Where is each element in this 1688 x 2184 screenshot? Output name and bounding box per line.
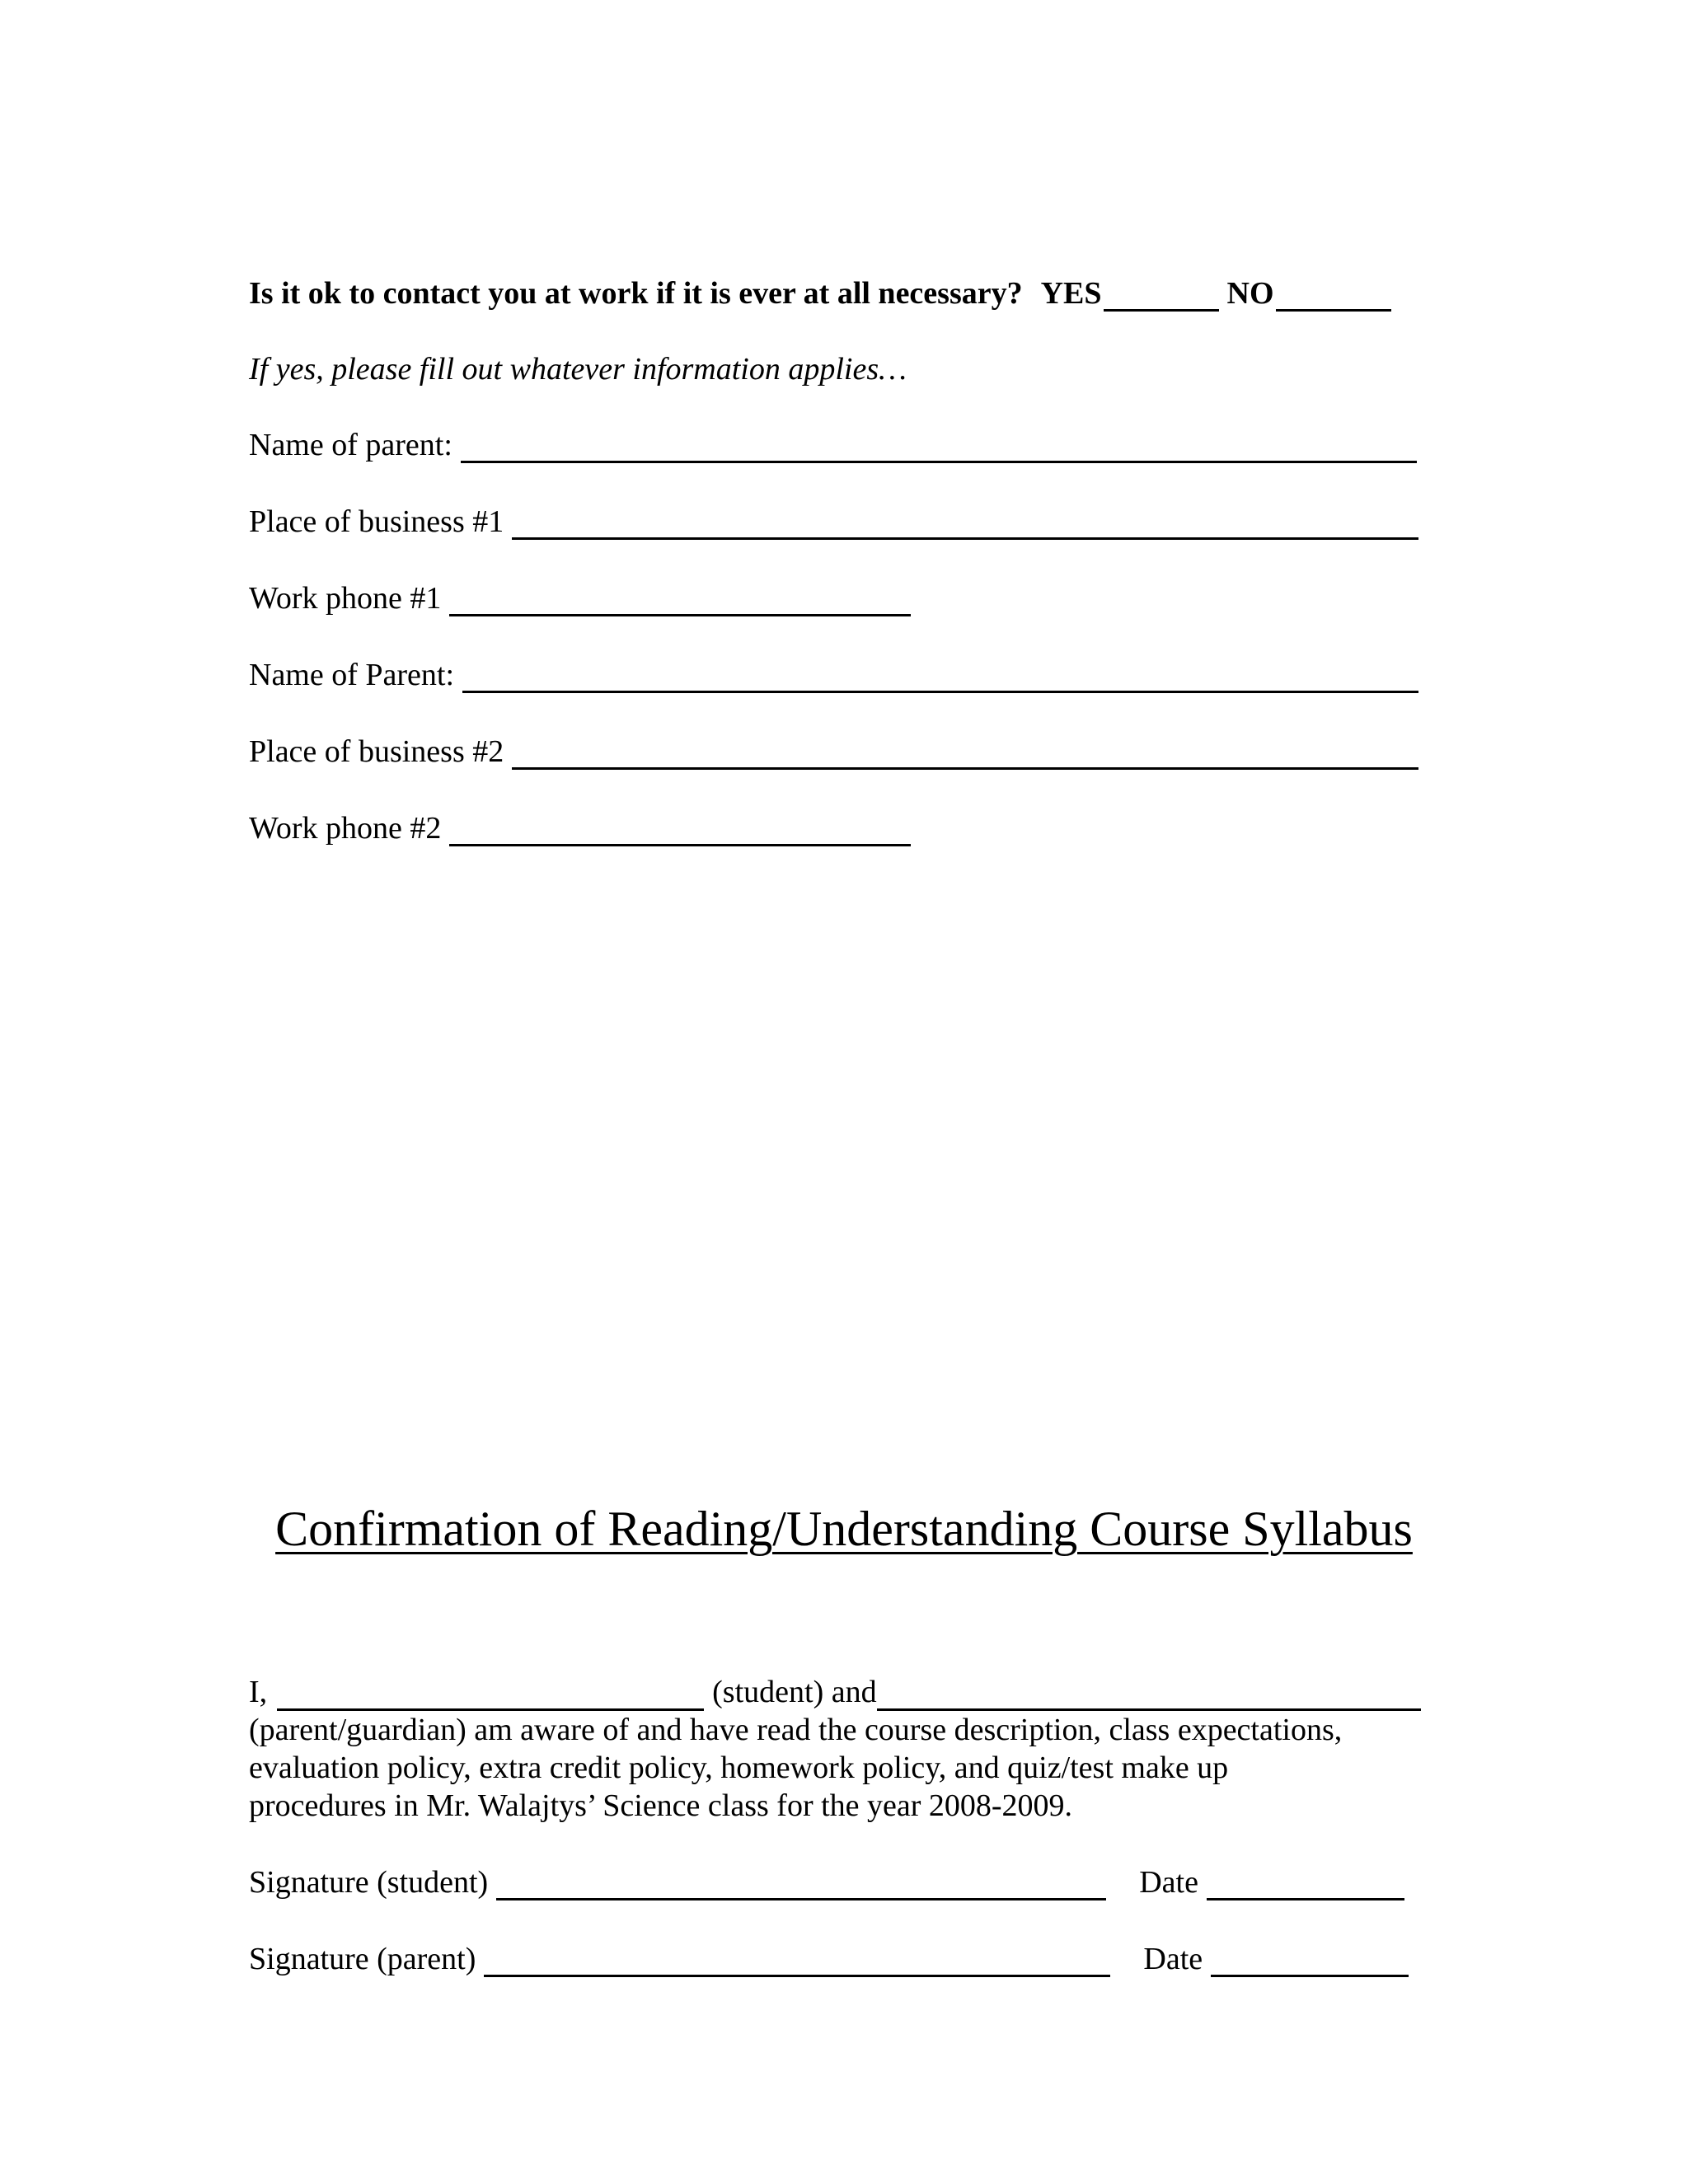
business-row-1 bbox=[249, 504, 1418, 540]
confirmation-line-3: evaluation policy, extra credit policy, homework policy, and quiz/test make up bbox=[249, 1750, 1229, 1785]
business-field-2[interactable] bbox=[512, 743, 1418, 770]
business-field-1[interactable] bbox=[512, 513, 1418, 540]
business-label-1: Place of business #1 bbox=[249, 504, 504, 539]
no-label: NO bbox=[1226, 276, 1274, 311]
business-row-2 bbox=[249, 733, 1418, 770]
student-signature-field[interactable] bbox=[496, 1873, 1106, 1900]
student-signature-label: Signature (student) bbox=[249, 1865, 489, 1900]
student-date-field[interactable] bbox=[1207, 1873, 1404, 1900]
parent-name-row-2 bbox=[249, 657, 1418, 693]
confirmation-line-4: procedures in Mr. Walajtys’ Science class for the year 2008-2009. bbox=[249, 1788, 1073, 1823]
parent-date-field[interactable] bbox=[1211, 1950, 1409, 1977]
no-blank[interactable] bbox=[1276, 284, 1391, 312]
confirmation-line-1 bbox=[249, 1673, 1444, 1711]
instruction-text: If yes, please fill out whatever information applies… bbox=[249, 352, 907, 387]
contact-question bbox=[249, 275, 1391, 312]
phone-label-2: Work phone #2 bbox=[249, 811, 442, 846]
student-name-field[interactable] bbox=[277, 1684, 704, 1711]
parent-name-label-1: Name of parent: bbox=[249, 428, 452, 462]
phone-label-1: Work phone #1 bbox=[249, 581, 442, 616]
phone-row-1 bbox=[249, 580, 911, 616]
parent-name-label-2: Name of Parent: bbox=[249, 658, 455, 692]
phone-field-1[interactable] bbox=[449, 589, 911, 616]
contact-question-text: Is it ok to contact you at work if it is ever at all necessary? bbox=[249, 276, 1023, 311]
student-date-label: Date bbox=[1139, 1865, 1198, 1900]
phone-field-2[interactable] bbox=[449, 819, 911, 846]
phone-row-2 bbox=[249, 810, 911, 846]
student-label: (student) and bbox=[712, 1675, 877, 1709]
parent-signature-label: Signature (parent) bbox=[249, 1942, 476, 1976]
confirmation-line-2: (parent/guardian) am aware of and have read the course description, class expectations, bbox=[249, 1713, 1343, 1747]
parent-name-field-2[interactable] bbox=[462, 666, 1418, 693]
yes-label: YES bbox=[1040, 276, 1102, 311]
parent-name-field[interactable] bbox=[877, 1684, 1421, 1711]
business-label-2: Place of business #2 bbox=[249, 734, 504, 769]
parent-name-field-1[interactable] bbox=[461, 436, 1417, 463]
confirmation-title: Confirmation of Reading/Understanding Course Syllabus bbox=[275, 1502, 1413, 1556]
parent-signature-field[interactable] bbox=[484, 1950, 1110, 1977]
yes-blank[interactable] bbox=[1104, 284, 1219, 312]
i-label: I, bbox=[249, 1675, 268, 1709]
student-signature-row bbox=[249, 1864, 1404, 1900]
parent-signature-row bbox=[249, 1941, 1409, 1977]
confirmation-paragraph bbox=[249, 1673, 1444, 1825]
parent-name-row-1 bbox=[249, 427, 1417, 463]
parent-date-label: Date bbox=[1143, 1942, 1203, 1976]
